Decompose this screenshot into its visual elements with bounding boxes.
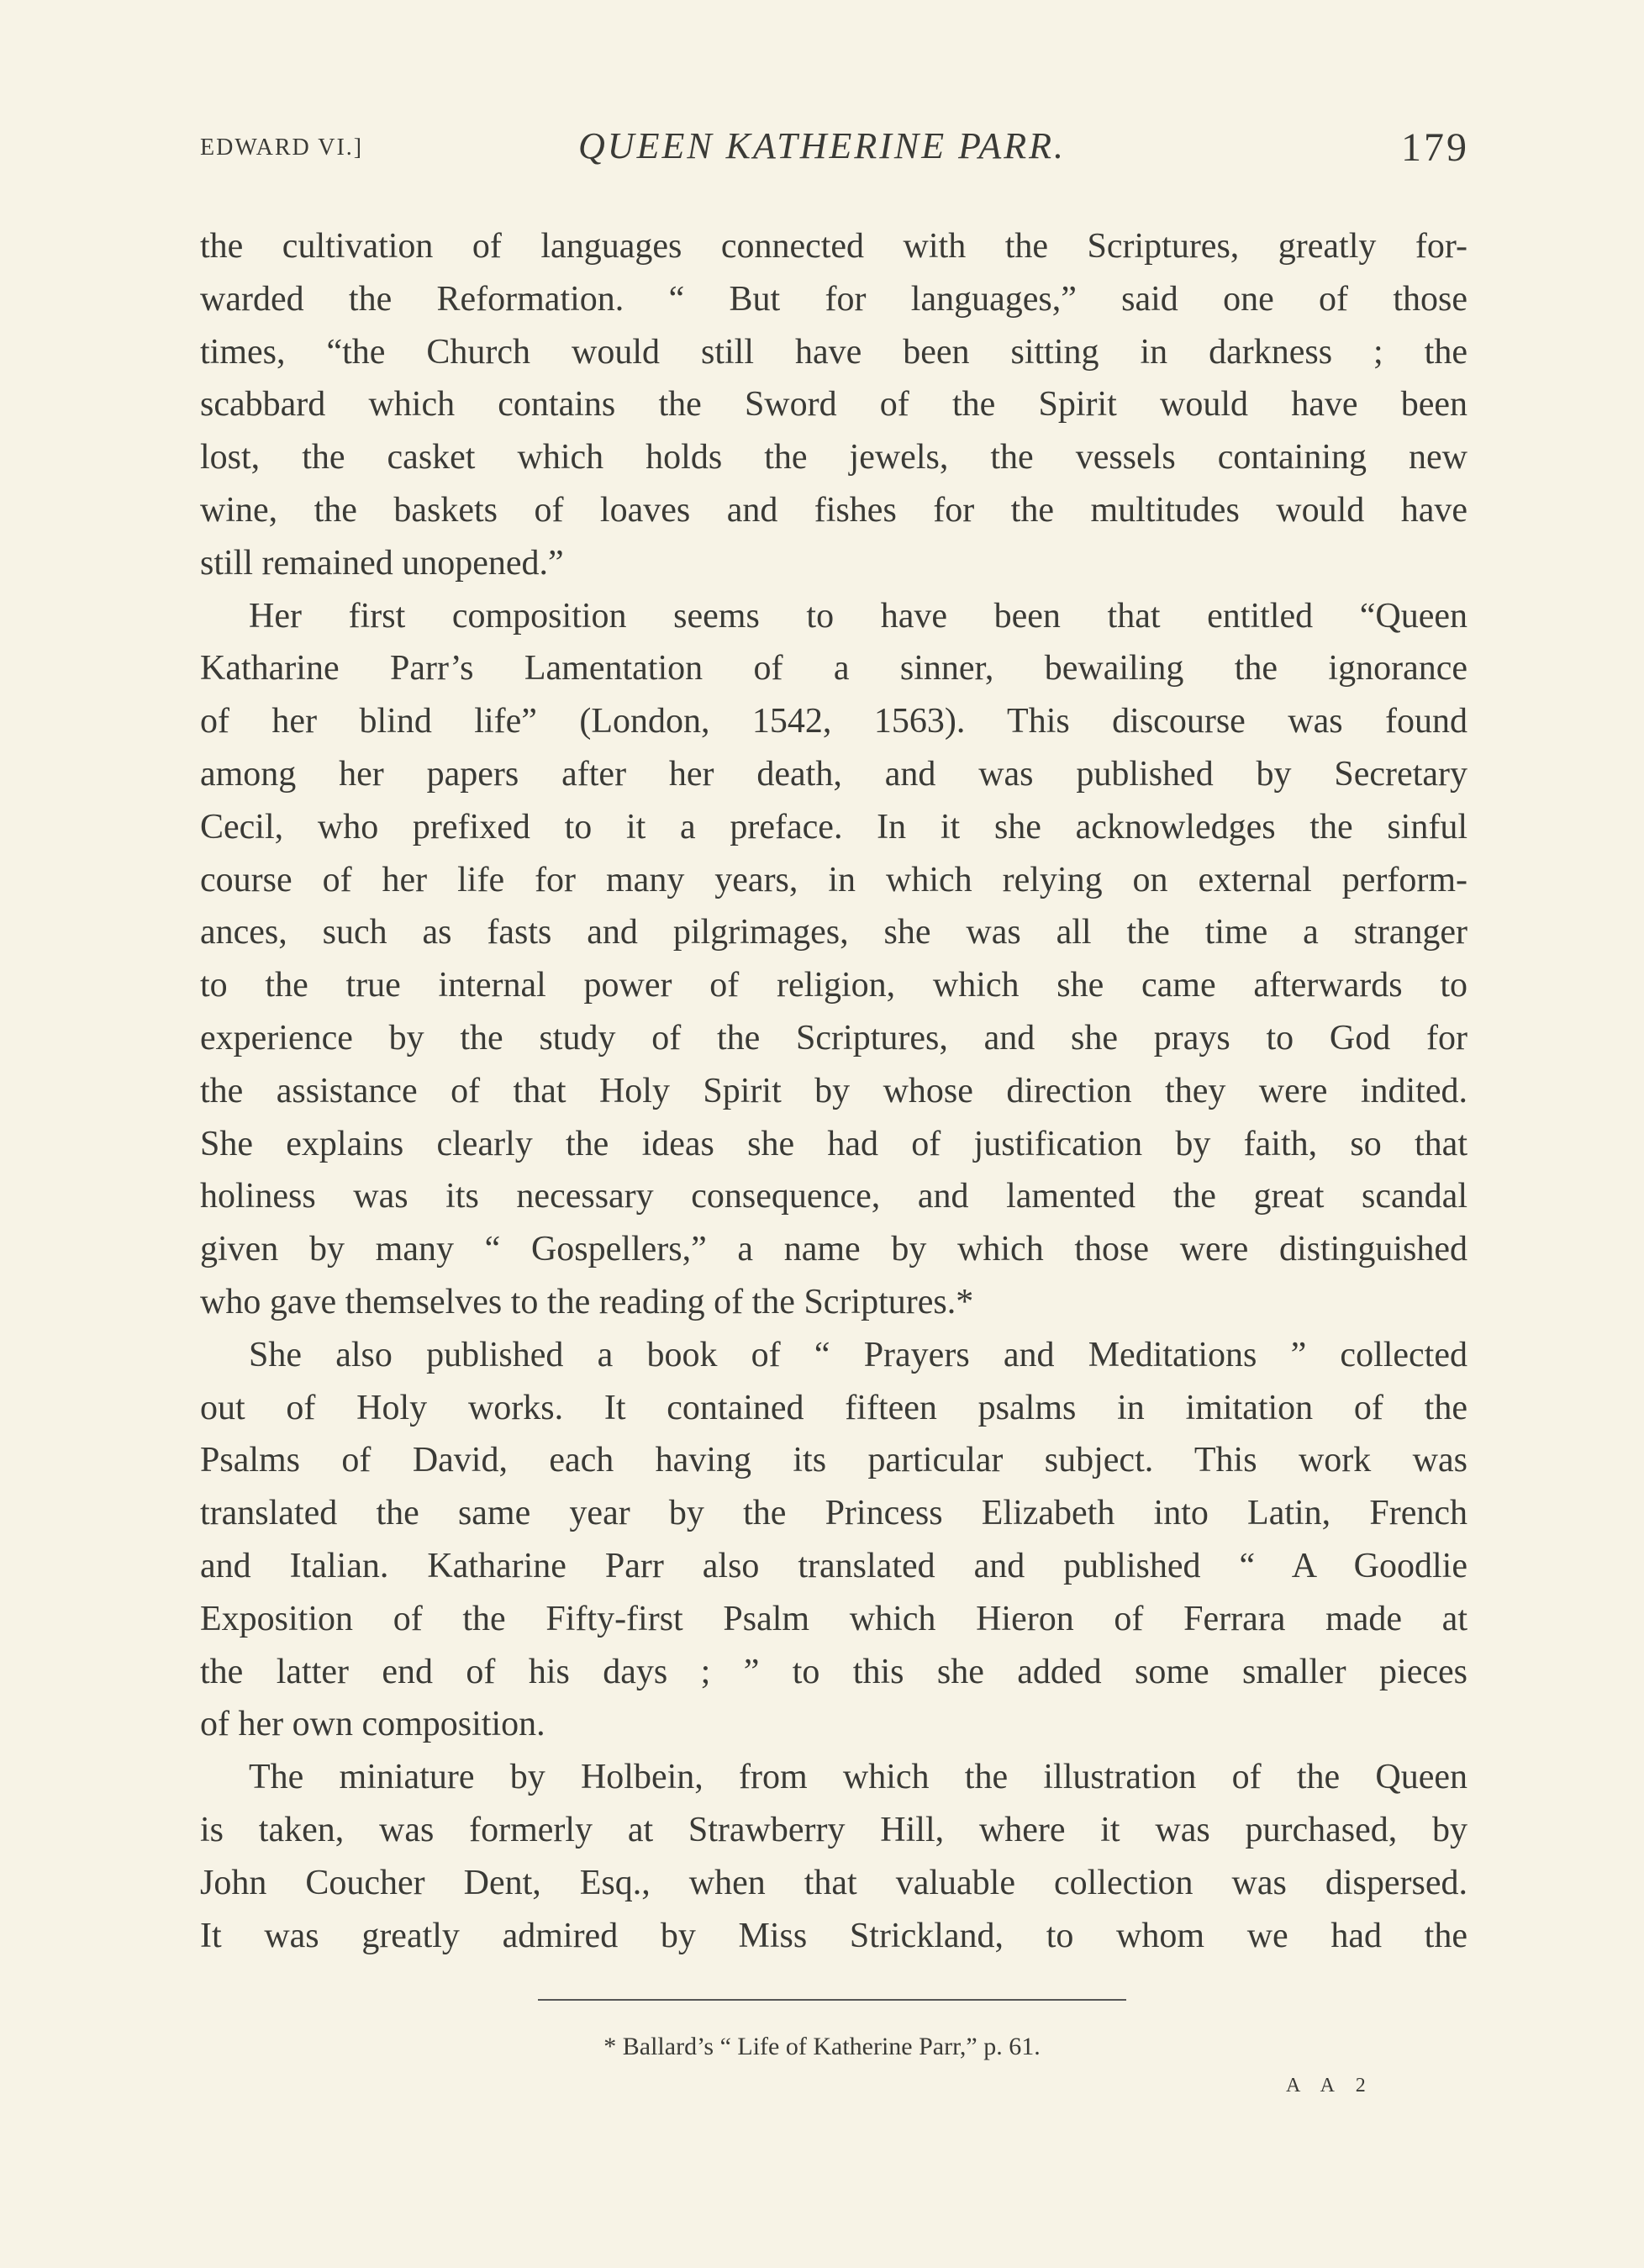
text-line: ances, such as fasts and pilgrimages, she was all the time a stranger xyxy=(200,913,1467,952)
text-line: still remained unopened.” xyxy=(200,543,564,583)
text-line: The miniature by Holbein, from which the illustration of the Queen xyxy=(249,1758,1467,1797)
text-line: It was greatly admired by Miss Strickland, to whom we had the xyxy=(200,1916,1467,1955)
text-line: course of her life for many years, in which relying on external perform- xyxy=(200,860,1467,899)
text-line: translated the same year by the Princess Elizabeth into Latin, French xyxy=(200,1494,1467,1533)
text-line: Katharine Parr’s Lamentation of a sinner, bewailing the ignorance xyxy=(200,649,1467,688)
text-line: and Italian. Katharine Parr also translated and published “ A Goodlie xyxy=(200,1546,1467,1585)
text-line: She also published a book of “ Prayers and Meditations ” collected xyxy=(249,1335,1467,1374)
body-text xyxy=(200,220,1467,1962)
running-head-title: QUEEN KATHERINE PARR. xyxy=(578,125,1066,166)
text-line: given by many “ Gospellers,” a name by which those were distinguished xyxy=(200,1230,1467,1269)
footnote: * Ballard’s “ Life of Katherine Parr,” p. 61. xyxy=(603,2033,1041,2060)
footnote-rule xyxy=(538,1999,1126,2001)
text-line: who gave themselves to the reading of the Scriptures.* xyxy=(200,1282,974,1321)
text-line: John Coucher Dent, Esq., when that valuable collection was dispersed. xyxy=(200,1863,1467,1902)
text-line: holiness was its necessary consequence, and lamented the great scandal xyxy=(200,1177,1467,1216)
text-line: wine, the baskets of loaves and fishes for the multitudes would have xyxy=(200,490,1467,530)
text-line: the assistance of that Holy Spirit by whose direction they were indited. xyxy=(200,1071,1467,1110)
text-line: times, “the Church would still have been sitting in darkness ; the xyxy=(200,332,1467,372)
text-line: to the true internal power of religion, which she came afterwards to xyxy=(200,966,1467,1005)
text-line: out of Holy works. It contained fifteen psalms in imitation of the xyxy=(200,1388,1467,1427)
text-line: Cecil, who prefixed to it a preface. In it she acknowledges the sinful xyxy=(200,807,1467,847)
text-line: warded the Reformation. “ But for languages,” said one of those xyxy=(200,279,1467,319)
text-line: the cultivation of languages connected with the Scriptures, greatly for- xyxy=(200,227,1467,266)
text-line: of her blind life” (London, 1542, 1563). This discourse was found xyxy=(200,702,1467,741)
text-line: Her first composition seems to have been that entitled “Queen xyxy=(249,596,1467,636)
text-line: is taken, was formerly at Strawberry Hill, where it was purchased, by xyxy=(200,1810,1467,1849)
text-line: the latter end of his days ; ” to this she added some smaller pieces xyxy=(200,1652,1467,1691)
text-line: experience by the study of the Scriptures, and she prays to God for xyxy=(200,1018,1467,1058)
signature-mark: A A 2 xyxy=(1286,2075,1374,2097)
text-line: She explains clearly the ideas she had of justification by faith, so that xyxy=(200,1124,1467,1163)
text-line: of her own composition. xyxy=(200,1705,545,1744)
page-number: 179 xyxy=(1401,125,1469,170)
text-line: lost, the casket which holds the jewels, the vessels containing new xyxy=(200,438,1467,477)
text-line: Psalms of David, each having its particular subject. This work was xyxy=(200,1441,1467,1480)
text-line: among her papers after her death, and was published by Secretary xyxy=(200,754,1467,794)
text-line: scabbard which contains the Sword of the Spirit would have been xyxy=(200,385,1467,425)
text-line: Exposition of the Fifty-first Psalm which Hieron of Ferrara made at xyxy=(200,1599,1467,1638)
running-head-left: EDWARD VI.] xyxy=(200,134,364,161)
